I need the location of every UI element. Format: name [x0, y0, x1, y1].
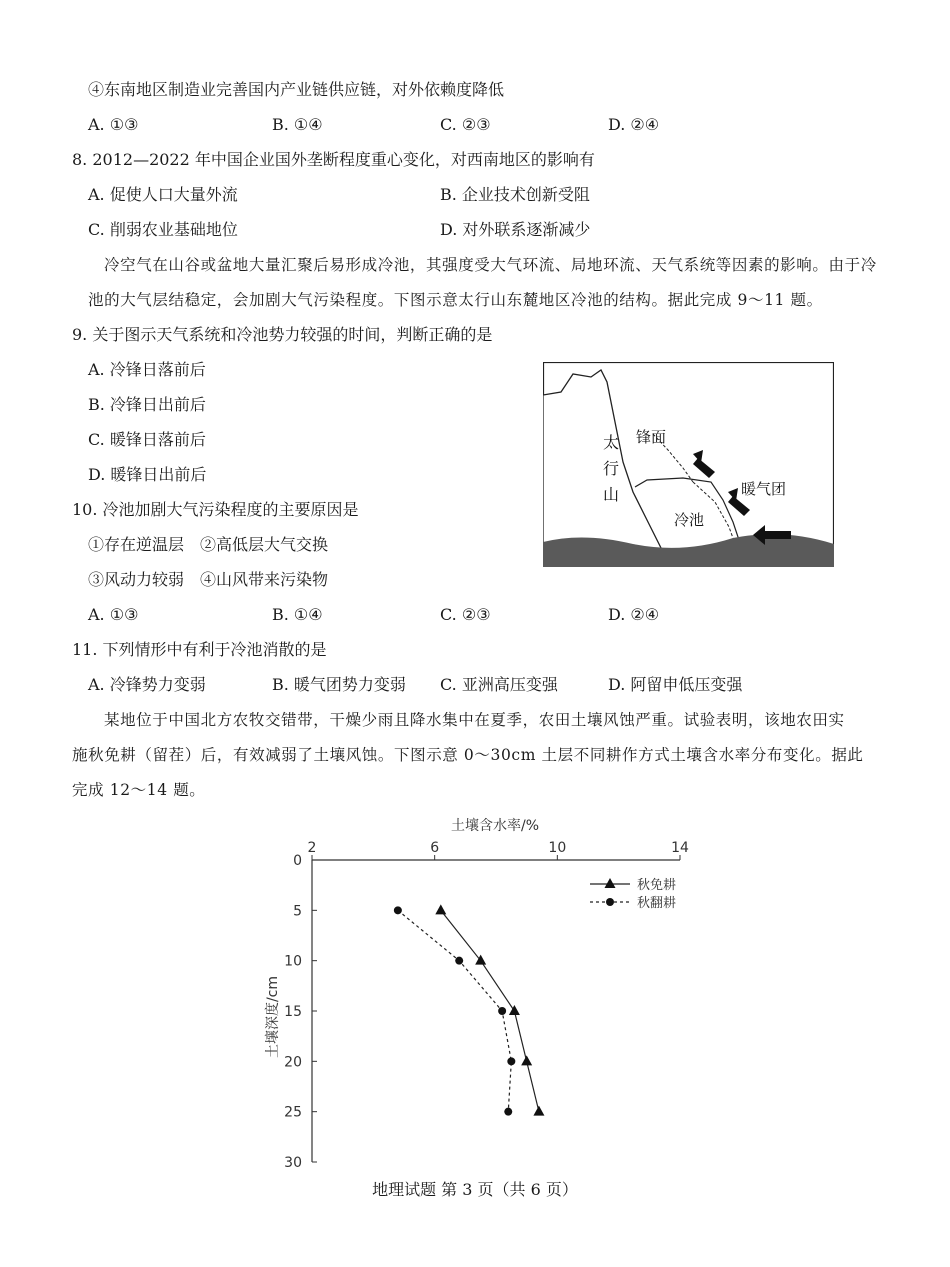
chart-y-tick-label: 10 [284, 953, 302, 970]
cold-pool-label: 冷池 [674, 511, 705, 529]
chart-y-tick-label: 25 [284, 1104, 302, 1121]
chart-legend-marker-1 [605, 878, 616, 888]
q10-items-line-2: ③风动力较弱 ④山风带来污染物 [88, 570, 329, 589]
chart-x-axis-label: 土壤含水率/% [450, 818, 540, 834]
q11-option-b: B. 暖气团势力变弱 [272, 675, 406, 694]
q8-option-a: A. 促使人口大量外流 [88, 185, 238, 204]
chart-point-series-1 [435, 904, 446, 914]
soil-moisture-chart [255, 812, 705, 1177]
q8-option-b: B. 企业技术创新受阻 [440, 185, 590, 204]
page-footer: 地理试题 第 3 页（共 6 页） [372, 1180, 578, 1199]
chart-y-tick-label: 0 [293, 853, 302, 869]
chart-y-tick-label: 30 [284, 1155, 302, 1171]
warm-air-label: 暖气团 [741, 480, 787, 498]
chart-legend-label-1: 秋免耕 [637, 878, 677, 893]
q7-option-d: D. ②④ [608, 115, 660, 134]
chart-series-line-2 [398, 910, 511, 1111]
q9-option-a: A. 冷锋日落前后 [88, 360, 206, 379]
mountain-label-2: 行 [603, 459, 620, 478]
q11-stem: 11. 下列情形中有利于冷池消散的是 [72, 640, 327, 659]
chart-point-series-2 [455, 957, 463, 965]
q10-option-c: C. ②③ [440, 605, 491, 624]
q11-option-a: A. 冷锋势力变弱 [88, 675, 206, 694]
chart-legend-marker-2 [606, 898, 614, 906]
q10-option-b: B. ①④ [272, 605, 323, 624]
passage-farmland-line-3: 完成 12～14 题。 [72, 781, 206, 799]
q9-option-d: D. 暖锋日出前后 [88, 465, 207, 484]
passage-farmland-line-1: 某地位于中国北方农牧交错带，干燥少雨且降水集中在夏季，农田土壤风蚀严重。试验表明，该地农田实 [104, 711, 845, 729]
chart-point-series-2 [507, 1057, 515, 1065]
q9-stem: 9. 关于图示天气系统和冷池势力较强的时间，判断正确的是 [72, 325, 493, 344]
q10-option-a: A. ①③ [88, 605, 139, 624]
chart-series-line-1 [441, 910, 539, 1111]
front-label: 锋面 [636, 428, 667, 446]
q9-option-b: B. 冷锋日出前后 [88, 395, 206, 414]
q7-option-b: B. ①④ [272, 115, 323, 134]
q11-option-c: C. 亚洲高压变强 [440, 675, 558, 694]
q8-stem: 8. 2012—2022 年中国企业国外垄断程度重心变化，对西南地区的影响有 [72, 150, 595, 169]
chart-point-series-2 [504, 1108, 512, 1116]
chart-x-tick-label: 6 [430, 840, 440, 856]
chart-y-tick-label: 5 [293, 903, 302, 920]
chart-point-series-1 [509, 1005, 520, 1015]
chart-point-series-2 [394, 906, 402, 914]
q7-option-c: C. ②③ [440, 115, 491, 134]
q8-option-c: C. 削弱农业基础地位 [88, 220, 238, 239]
chart-y-tick-label: 20 [284, 1054, 302, 1071]
q11-option-d: D. 阿留申低压变强 [608, 675, 743, 694]
mountain-label-1: 太 [603, 433, 620, 452]
chart-y-tick-label: 15 [284, 1004, 302, 1020]
chart-legend-label-2: 秋翻耕 [637, 896, 677, 911]
passage-cold-pool: 冷空气在山谷或盆地大量汇聚后易形成冷池，其强度受大气环流、局地环流、天气系统等因素的影响。由于冷池的大气层结稳定，会加剧大气污染程度。下图示意太行山东麓地区冷池的结构。据此完成 9～11 题。 [88, 256, 877, 309]
q8-option-d: D. 对外联系逐渐减少 [440, 220, 591, 239]
q10-stem: 10. 冷池加剧大气污染程度的主要原因是 [72, 500, 359, 519]
mountain-label-3: 山 [603, 485, 620, 504]
q9-option-c: C. 暖锋日落前后 [88, 430, 206, 449]
passage-farmland-line-2: 施秋免耕（留茬）后，有效减弱了土壤风蚀。下图示意 0～30cm 土层不同耕作方式土壤含水率分布变化。据此 [72, 746, 864, 764]
q7-item-4: ④东南地区制造业完善国内产业链供应链，对外依赖度降低 [88, 80, 505, 99]
chart-x-tick-label: 14 [671, 840, 689, 856]
chart-point-series-1 [521, 1055, 532, 1065]
chart-point-series-1 [533, 1106, 544, 1116]
q7-option-a: A. ①③ [88, 115, 139, 134]
cold-pool-diagram [543, 362, 834, 567]
q10-items-line-1: ①存在逆温层 ②高低层大气交换 [88, 535, 329, 554]
q10-option-d: D. ②④ [608, 605, 660, 624]
chart-x-tick-label: 10 [548, 840, 567, 856]
chart-y-axis-label: 土壤深度/cm [265, 975, 281, 1059]
chart-point-series-2 [498, 1007, 506, 1015]
chart-x-tick-label: 2 [307, 840, 317, 856]
